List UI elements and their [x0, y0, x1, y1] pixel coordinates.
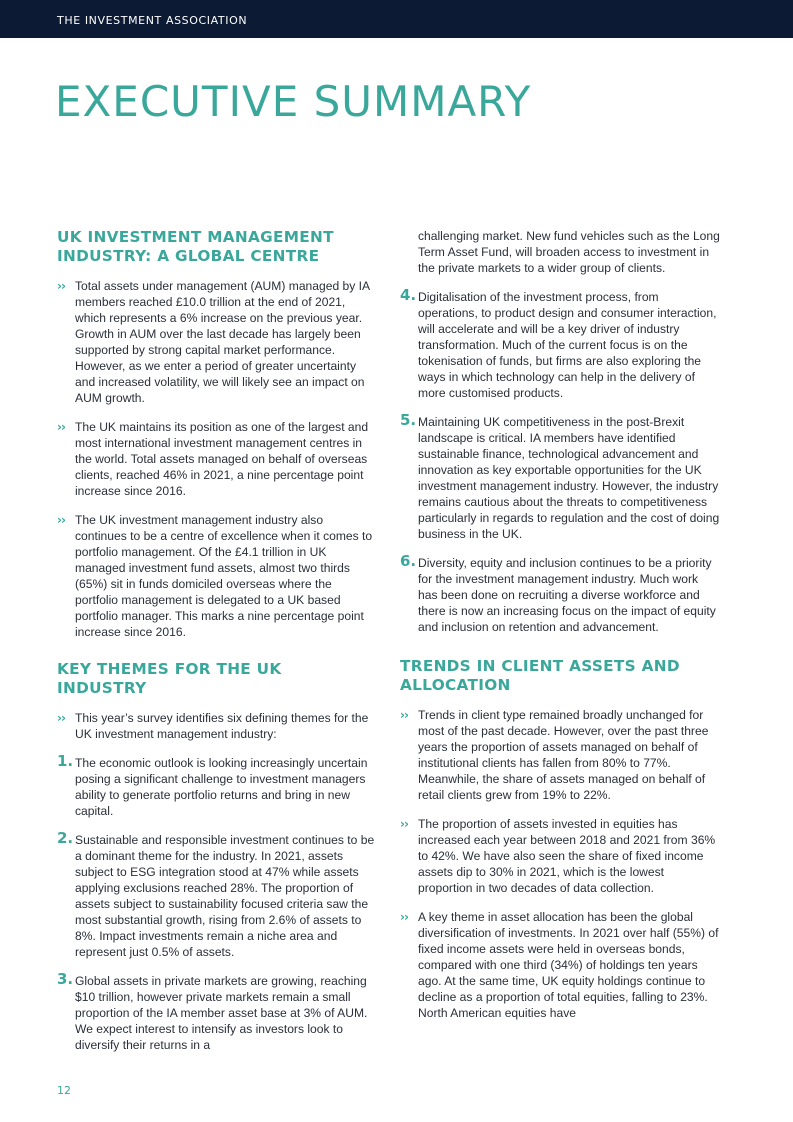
bullet-item: [57, 419, 375, 499]
bullet-chevron-icon: ››: [400, 910, 408, 924]
bullet-chevron-icon: ››: [57, 279, 65, 293]
page-number: 12: [57, 1084, 71, 1097]
numbered-item-text: Diversity, equity and inclusion continues to be a priority for the investment management industry. Much work has been done on recruiting a diverse workforce and there is now an increasing focus on the impact of equity and inclusion on retention and advancement.: [418, 556, 716, 634]
item-number: 6.: [400, 552, 417, 570]
numbered-item-text: Digitalisation of the investment process, from operations, to product design and consumer interaction, will accelerate and will be a key driver of industry transformation. Much of the current focus is on the tokenisation of funds, but firms are also exploring the ways in which technology can help in the delivery of more customised products.: [418, 290, 717, 400]
page-title: EXECUTIVE SUMMARY: [55, 77, 532, 126]
numbered-item-6: [400, 552, 720, 635]
numbered-item-1: [57, 752, 375, 819]
right-column: [400, 228, 720, 1034]
item-number: 2.: [57, 829, 74, 847]
section-heading-key-themes: KEY THEMES FOR THE UK INDUSTRY: [57, 660, 282, 697]
bullet-chevron-icon: ››: [57, 420, 65, 434]
bullet-text: A key theme in asset allocation has been the global diversification of investments. In 2021 over half (55%) of fixed income assets were held in overseas bonds, compared with one third (34%) of holdings ten years ago. At the same time, UK equity holdings continue to decline as a proportion of total equities, falling to 23%. North American equities have: [418, 910, 719, 1020]
numbered-item-text: challenging market. New fund vehicles such as the Long Term Asset Fund, will broaden access to investment in the private markets to a wider group of clients.: [418, 229, 720, 275]
bullet-chevron-icon: ››: [57, 513, 65, 527]
bullet-item: [400, 816, 720, 896]
numbered-item-5: [400, 411, 720, 542]
numbered-item-text: Sustainable and responsible investment continues to be a dominant theme for the industry. In 2021, assets subject to ESG integration stood at 47% while assets applying exclusions reached 28%. The proportion of assets subject to sustainability focused criteria saw the most substantial growth, rising from 2.6% of assets to 8%. Impact investments remain a niche area and represent just 0.5% of assets.: [75, 833, 375, 959]
section-heading-client-assets: TRENDS IN CLIENT ASSETS AND ALLOCATION: [400, 657, 680, 694]
bullet-chevron-icon: ››: [400, 708, 408, 722]
organization-name: THE INVESTMENT ASSOCIATION: [57, 14, 248, 27]
item-number: 3.: [57, 970, 74, 988]
bullet-text: This year’s survey identifies six defining themes for the UK investment management industry:: [75, 711, 369, 741]
numbered-item-3: [57, 970, 375, 1053]
numbered-item-4: [400, 286, 720, 401]
bullet-chevron-icon: ››: [400, 817, 408, 831]
bullet-item: [57, 278, 375, 406]
section-heading-global-centre: UK INVESTMENT MANAGEMENT INDUSTRY: A GLOBAL CENTRE: [57, 228, 334, 265]
bullet-text: Trends in client type remained broadly unchanged for most of the past decade. However, over the past three years the proportion of assets managed on behalf of institutional clients has fallen from 80% to 77%. Meanwhile, the share of assets managed on behalf of retail clients grew from 19% to 22%.: [418, 708, 709, 802]
bullet-item: [57, 710, 375, 742]
numbered-item-text: Maintaining UK competitiveness in the post-Brexit landscape is critical. IA members have identified sustainable finance, technological advancement and innovation as key exportable opportunities for the UK investment management industry. However, the industry remains cautious about the threats to competitiveness particularly in regards to regulation and the cost of doing business in the UK.: [418, 415, 720, 541]
left-column: [57, 228, 375, 1066]
item-number: 1.: [57, 752, 74, 770]
numbered-item-text: Global assets in private markets are growing, reaching $10 trillion, however private markets remain a small proportion of the IA member asset base at 3% of AUM. We expect interest to intensify as investors look to diversify their returns in a: [75, 974, 368, 1052]
bullet-text: The proportion of assets invested in equities has increased each year between 2018 and 2021 from 36% to 42%. We have also seen the share of fixed income assets dip to 30% in 2021, which is the lowest proportion in two decades of data collection.: [418, 817, 716, 895]
bullet-chevron-icon: ››: [57, 711, 65, 725]
numbered-item-text: The economic outlook is looking increasingly uncertain posing a significant challenge to investment managers ability to generate portfolio returns and bring in new capital.: [75, 756, 368, 818]
bullet-text: The UK investment management industry also continues to be a centre of excellence when it comes to portfolio management. Of the £4.1 trillion in UK managed investment fund assets, almost two thirds (65%) sit in funds domiciled overseas where the portfolio management is delegated to a UK based portfolio manager. This marks a nine percentage point increase since 2016.: [75, 513, 373, 639]
bullet-text: The UK maintains its position as one of the largest and most international investment management centres in the world. Total assets managed on behalf of overseas clients, reached 46% in 2021, a nine percentage point increase since 2016.: [75, 420, 369, 498]
bullet-item: [400, 909, 720, 1021]
bullet-item: [400, 707, 720, 803]
bullet-text: Total assets under management (AUM) managed by IA members reached £10.0 trillion at the end of 2021, which represents a 6% increase on the previous year. Growth in AUM over the last decade has largely been supported by strong capital market performance. However, as we enter a period of greater uncertainty and increased volatility, we will likely see an impact on AUM growth.: [75, 279, 370, 405]
bullet-item: [57, 512, 375, 640]
header-bar: [0, 0, 793, 38]
numbered-item-2: [57, 829, 375, 960]
numbered-item-3-continued: [400, 228, 720, 276]
item-number: 5.: [400, 411, 417, 429]
item-number: 4.: [400, 286, 417, 304]
